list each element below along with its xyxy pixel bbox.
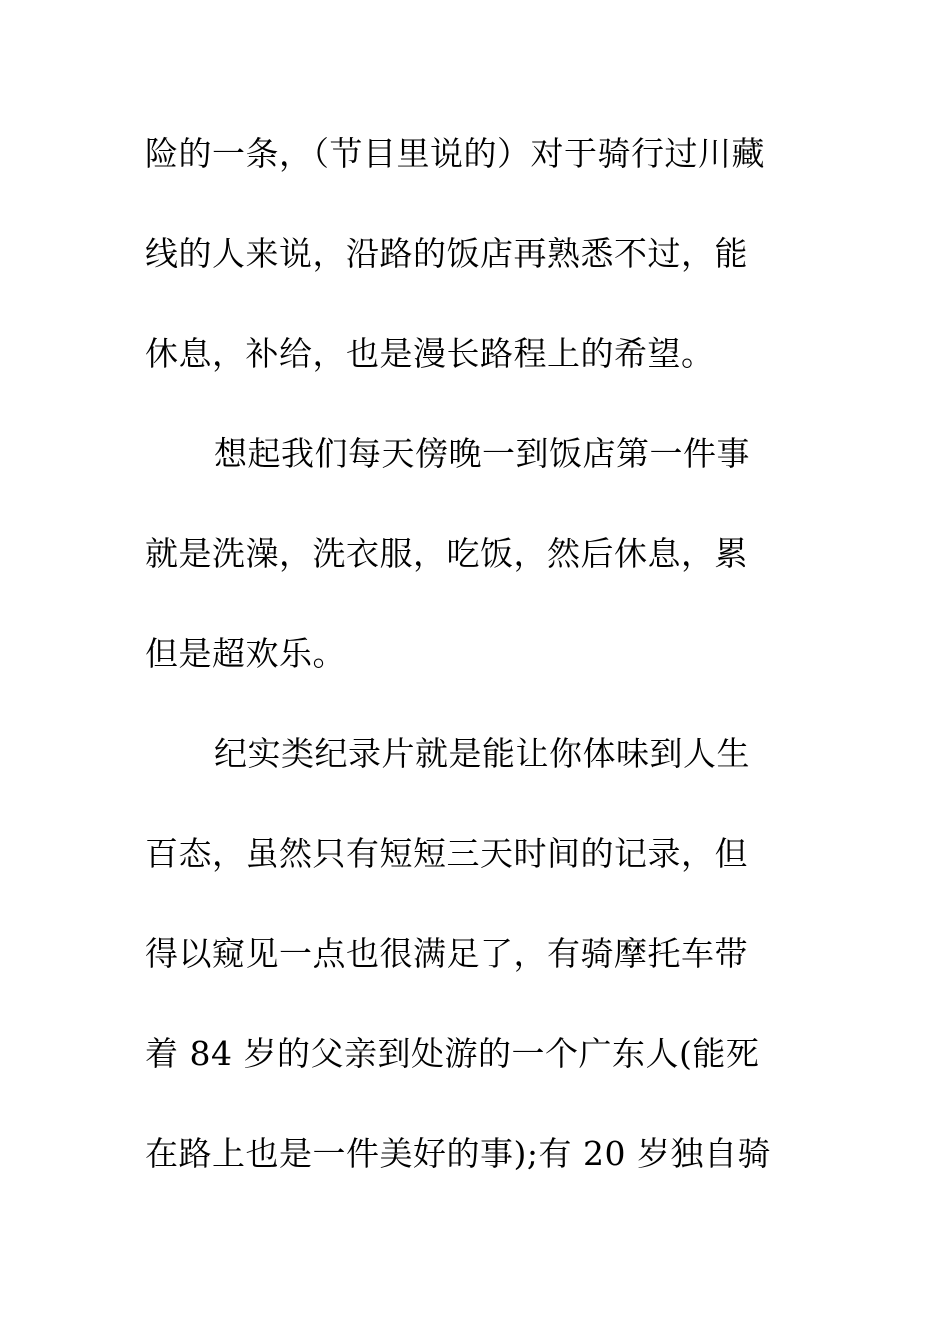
- text-line: 就是洗澡，洗衣服，吃饭，然后休息，累: [145, 534, 748, 573]
- paragraph-first-line: 想起我们每天傍晚一到饭店第一件事: [214, 434, 750, 473]
- text-line: 着 84 岁的父亲到处游的一个广东人(能死: [145, 1034, 760, 1073]
- text-line: 线的人来说，沿路的饭店再熟悉不过，能: [145, 234, 748, 273]
- text-line: 在路上也是一件美好的事);有 20 岁独自骑: [145, 1134, 771, 1173]
- paragraph-first-line: 纪实类纪录片就是能让你体味到人生: [214, 734, 750, 773]
- text-line: 但是超欢乐。: [145, 634, 346, 673]
- text-line: 休息，补给，也是漫长路程上的希望。: [145, 334, 715, 373]
- text-line: 百态，虽然只有短短三天时间的记录，但: [145, 834, 748, 873]
- text-line: 得以窥见一点也很满足了，有骑摩托车带: [145, 934, 748, 973]
- text-line: 险的一条，（节目里说的）对于骑行过川藏: [145, 134, 765, 173]
